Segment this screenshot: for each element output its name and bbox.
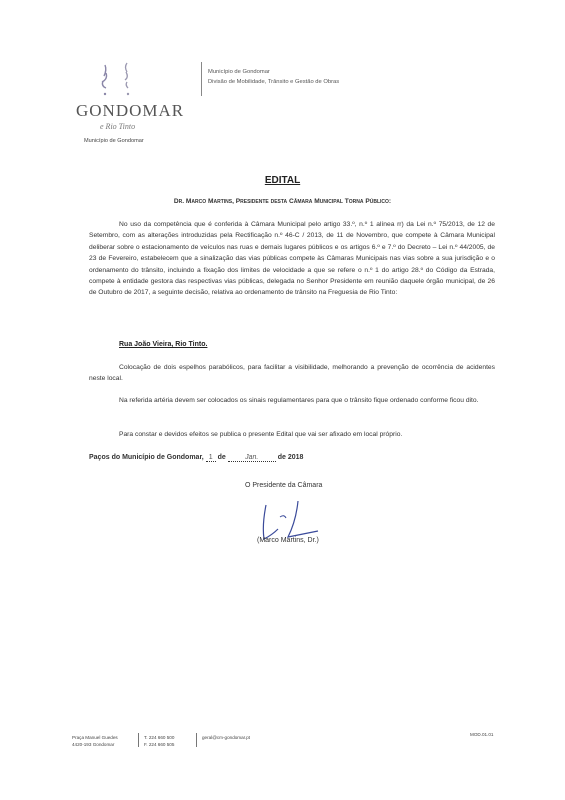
president-title: O Presidente da Câmara (245, 482, 323, 489)
signatory-name: (Marco Martins, Dr.) (257, 537, 319, 544)
footer-form-code: MOD.01.01 (470, 732, 494, 737)
footer-address (72, 734, 118, 748)
footer-phones (144, 734, 174, 748)
footer-address-line1: Praça Manuel Guedes (72, 735, 118, 740)
street-name: Rua João Vieira, Rio Tinto. (119, 341, 208, 348)
place-prefix: Paços do Município de Gondomar, (89, 454, 204, 461)
logo-caption: Município de Gondomar (84, 138, 144, 144)
logo-wordmark: GONDOMAR (76, 101, 185, 120)
logo-subtitle: e Rio Tinto (100, 122, 136, 131)
paragraph-decision: Colocação de dois espelhos parabólicos, para facilitar a visibilidade, melhorando a prevenção de ocorrência de acidentes neste local. (89, 364, 495, 383)
place-de-2: de (277, 454, 286, 461)
footer-address-line2: 4420-193 Gondomar (72, 742, 115, 747)
header-division: Divisão de Mobilidade, Trânsito e Gestão de Obras (208, 79, 340, 85)
document-intro: Dr. Marco Martins, Presidente desta Câmara Municipal Torna Público: (173, 198, 392, 205)
gondomar-emblem-icon (92, 58, 142, 100)
footer-divider (196, 733, 197, 747)
place-de-1: de (217, 454, 226, 461)
place-month: Jan. (228, 454, 276, 462)
document-title: EDITAL (264, 175, 301, 186)
header-org-name: Município de Gondomar (208, 69, 270, 75)
footer-fax: F. 224 660 505 (144, 742, 175, 747)
place-date-line (89, 454, 303, 462)
place-year: 2018 (287, 454, 304, 461)
footer-email: geral@cm-gondomar.pt (202, 735, 251, 740)
paragraph-signage: Na referida artéria devem ser colocados os sinais regulamentares para que o trânsito fique ordenado conforme ficou dito. (119, 397, 479, 404)
paragraph-legal-basis: No uso da competência que é conferida à Câmara Municipal pelo artigo 33.º, n.º 1 alínea rr) da Lei n.º 75/2013, de 12 de Setembro, com as alterações introduzidas pela Rectificação n.º 46-C / 2013, de 11 de Novembro, que compete à Câmara Municipal deliberar sobre o estacionamento de veículos nas ruas e demais lugares públicos e os artigos 6.º e 7.º do Decreto – Lei n.º 44/2005, de 23 de Fevereiro, estabelecem que a sinalização das vias públicas compete às Câmaras Municipais nas vias sobre a sua jurisdição e o ordenamento do trânsito, incluindo a fixação dos limites de velocidade a que se refere o n.º 1 do artigo 28.º do Código da Estrada, compete à entidade gestora das respectivas vias públicas, delegada no Senhor Presidente em reunião daquele órgão municipal, de 26 de Outubro de 2017, a seguinte decisão, relativa ao ordenamento de trânsito na Freguesia de Rio Tinto: (89, 221, 495, 297)
header-divider (201, 62, 202, 96)
footer-divider (138, 733, 139, 747)
place-day: 1 (206, 454, 216, 462)
footer-phone: T. 224 660 500 (144, 735, 175, 740)
paragraph-publication: Para constar e devidos efeitos se publica o presente Edital que vai ser afixado em local próprio. (119, 431, 403, 438)
